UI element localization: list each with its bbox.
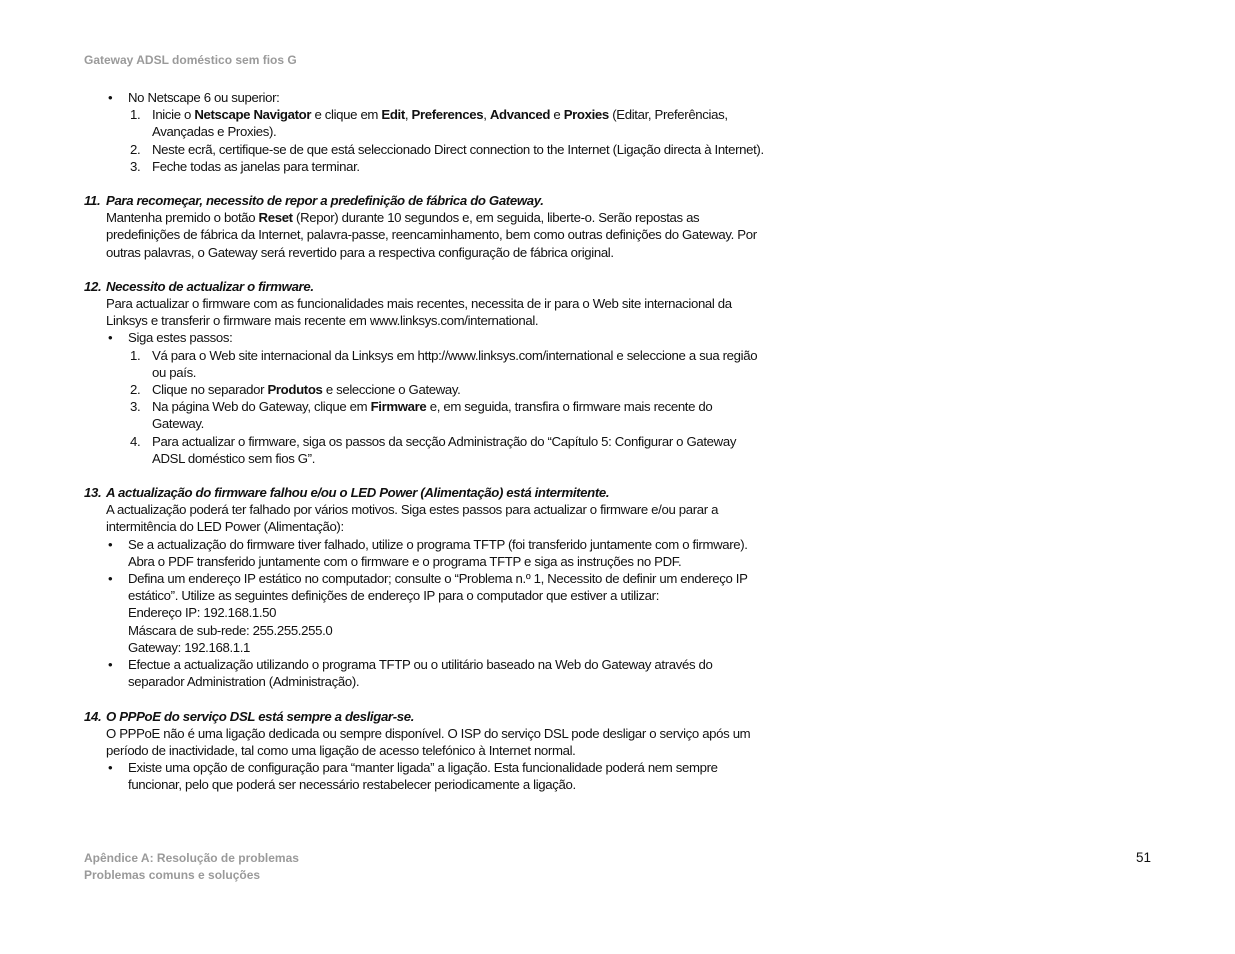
question-number: 12. bbox=[84, 278, 102, 294]
question-13-answer: A actualização poderá ter falhado por vários motivos. Siga estes passos para actualizar o firmware e/ou parar a intermitência do LED Power (Alimentação): bbox=[106, 502, 719, 535]
step-number: 2. bbox=[130, 141, 141, 157]
question-number: 11. bbox=[84, 193, 101, 209]
question-11-answer: Mantenha premido o botão Reset (Repor) durante 10 segundos e, em seguida, liberte-o. Serão repostas as predefinições de fábrica da Internet, palavra-passe, reencaminhamento, bem como outras definições do Gateway. Por outras palavras, o Gateway será revertido para a respectiva configuração de fábrica original. bbox=[106, 210, 757, 260]
netscape-step-3: 3. Feche todas as janelas para terminar. bbox=[130, 158, 360, 174]
reset-label: Reset bbox=[258, 210, 293, 226]
question-12-answer: Para actualizar o firmware com as funcionalidades mais recentes, necessita de ir para o Web site internacional da Linksys e transferir o firmware mais recente em www.linksys.com/international. bbox=[106, 296, 732, 329]
subnet-mask-line: Máscara de sub-rede: 255.255.255.0 bbox=[128, 622, 333, 638]
question-14-title: 14. O PPPoE do serviço DSL está sempre a desligar-se. bbox=[84, 708, 415, 724]
question-12-step-1: 1. Vá para o Web site internacional da Linksys em http://www.linksys.com/international e seleccione a sua região ou país. bbox=[130, 347, 758, 380]
step-number: 2. bbox=[130, 382, 141, 398]
step-number: 1. bbox=[130, 107, 141, 123]
footer-chapter: Apêndice A: Resolução de problemas bbox=[84, 851, 299, 865]
gateway-line: Gateway: 192.168.1.1 bbox=[128, 639, 251, 655]
netscape-navigator-label: Netscape Navigator bbox=[194, 107, 312, 123]
firmware-label: Firmware bbox=[370, 399, 427, 415]
footer-section: Problemas comuns e soluções bbox=[84, 867, 261, 882]
netscape-bullet: • No Netscape 6 ou superior: bbox=[84, 89, 764, 106]
question-number: 13. bbox=[84, 485, 102, 501]
page-footer bbox=[84, 850, 299, 883]
page-number: 51 bbox=[1136, 850, 1152, 865]
question-12-bullet: • Siga estes passos: bbox=[84, 329, 764, 346]
edit-label: Edit bbox=[381, 107, 405, 123]
question-14-answer: O PPPoE não é uma ligação dedicada ou sempre disponível. O ISP do serviço DSL pode desligar o serviço após um período de inactividade, tal como uma ligação de acesso telefónico à Internet normal. bbox=[106, 725, 751, 758]
question-12-step-3: 3. Na página Web do Gateway, clique em Firmware e, em seguida, transfira o firmware mais recente do Gateway. bbox=[130, 399, 713, 432]
advanced-label: Advanced bbox=[489, 107, 551, 123]
step-number: 4. bbox=[130, 433, 141, 449]
ip-address-line: Endereço IP: 192.168.1.50 bbox=[128, 605, 277, 621]
produtos-label: Produtos bbox=[267, 382, 323, 398]
step-number: 1. bbox=[130, 347, 141, 363]
question-number: 14. bbox=[84, 708, 102, 724]
question-12-step-2: 2. Clique no separador Produtos e seleccione o Gateway. bbox=[130, 382, 461, 398]
step-number: 3. bbox=[130, 158, 141, 174]
question-12-step-4: 4. Para actualizar o firmware, siga os passos da secção Administração do “Capítulo 5: Configurar o Gateway ADSL doméstico sem fios G”. bbox=[130, 433, 737, 466]
question-13-bullet-3: • Efectue a actualização utilizando o programa TFTP ou o utilitário baseado na Web do Gateway através do separador Administration (Administração). bbox=[84, 656, 764, 690]
question-13-bullet-2: • Defina um endereço IP estático no computador; consulte o “Problema n.º 1, Necessito de definir um endereço IP estático”. Utilize as seguintes definições de endereço IP para o computador que estiver a utilizar: bbox=[84, 570, 764, 604]
question-13-title: 13. A actualização do firmware falhou e/ou o LED Power (Alimentação) está intermitente. bbox=[84, 485, 610, 501]
step-number: 3. bbox=[130, 399, 141, 415]
question-12-title: 12. Necessito de actualizar o firmware. bbox=[84, 278, 314, 294]
main-content bbox=[84, 89, 764, 794]
proxies-label: Proxies bbox=[563, 107, 609, 123]
question-13-bullet-1: • Se a actualização do firmware tiver falhado, utilize o programa TFTP (foi transferido juntamente com o firmware). Abra o PDF transferido juntamente com o firmware e o programa TFTP e siga as instruções no PDF. bbox=[84, 536, 764, 570]
question-11-title: 11. Para recomeçar, necessito de repor a predefinição de fábrica do Gateway. bbox=[84, 193, 544, 209]
preferences-label: Preferences bbox=[411, 107, 484, 123]
page-header: Gateway ADSL doméstico sem fios G bbox=[84, 53, 297, 67]
netscape-step-2: 2. Neste ecrã, certifique-se de que está seleccionado Direct connection to the Internet (Ligação directa à Internet). bbox=[130, 141, 764, 157]
netscape-step-1: 1. Inicie o Netscape Navigator e clique em Edit, Preferences, Advanced e Proxies (Editar, Preferências, Avançadas e Proxies). bbox=[130, 107, 728, 140]
question-14-bullet-1: • Existe uma opção de configuração para “manter ligada” a ligação. Esta funcionalidade poderá nem sempre funcionar, pelo que poderá ser necessário restabelecer periodicamente a ligação. bbox=[84, 759, 764, 793]
